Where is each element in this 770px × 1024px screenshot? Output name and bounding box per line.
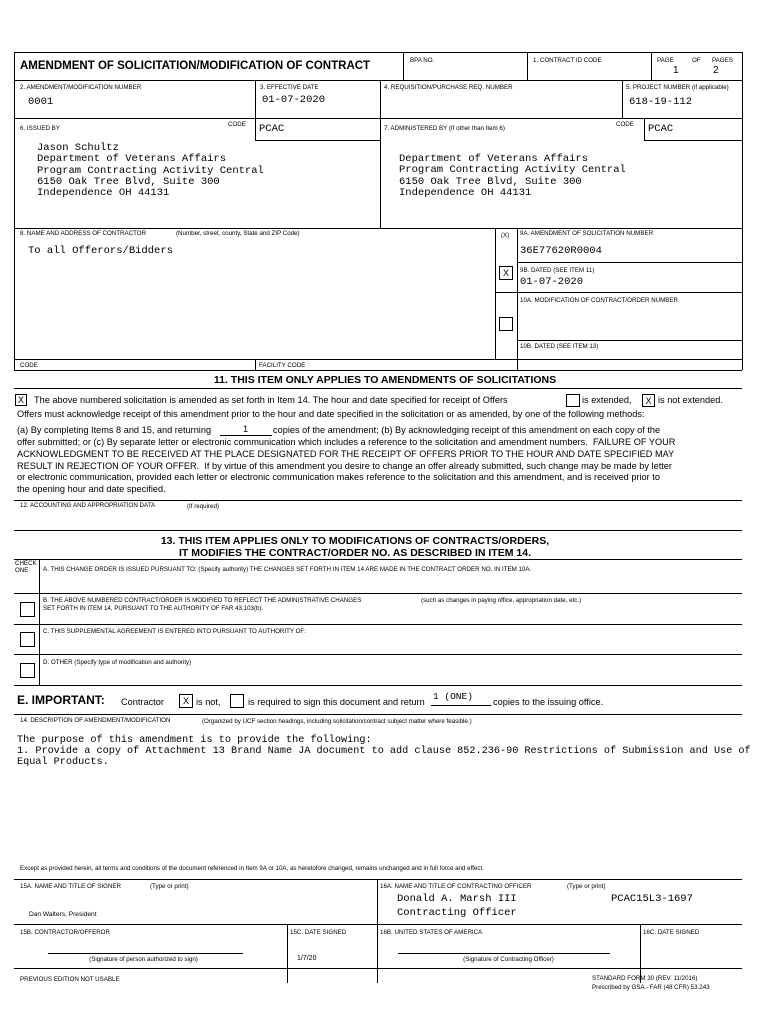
rule [14, 968, 742, 969]
rule [255, 140, 380, 141]
item11-title: 11. THIS ITEM ONLY APPLIES TO AMENDMENTS OF SOLICITATIONS [213, 374, 557, 386]
rule [14, 359, 742, 360]
rule [380, 118, 381, 228]
sig-person-label: (Signature of person authorized to sign) [89, 956, 198, 963]
item9b-value: 01-07-2020 [520, 276, 584, 288]
rule [14, 388, 742, 389]
rule [14, 624, 742, 625]
required-checkbox[interactable] [230, 694, 244, 708]
item15c-label: 15C. DATE SIGNED [290, 929, 347, 936]
item16b-label: 16B. UNITED STATES OF AMERICA [380, 929, 483, 936]
issued-code-value: PCAC [259, 123, 285, 135]
contractor-label: 8. NAME AND ADDRESS OF CONTRACTOR [20, 230, 147, 237]
effective-date-label: 3. EFFECTIVE DATE [260, 84, 319, 91]
contractor-value: To all Offerors/Bidders [28, 245, 173, 257]
is-not-label: is not, [196, 697, 221, 707]
item13-d: D. OTHER (Specify type of modification and authority) [43, 659, 192, 666]
item11-copies: 1 [243, 424, 249, 434]
item11-line2: Offers must acknowledge receipt of this amendment prior to the hour and date specified in the solicitation or as amended, by one of the following methods: [17, 409, 645, 419]
rule [255, 80, 256, 118]
pages-label: PAGES [712, 57, 733, 64]
item11-checkbox[interactable]: X [15, 394, 27, 406]
rule [14, 52, 15, 370]
not-extended-checkbox[interactable]: X [642, 394, 655, 407]
rule [14, 879, 742, 880]
page-value: 1 [673, 65, 679, 76]
previous-edition: PREVIOUS EDITION NOT USABLE [20, 976, 120, 983]
copies-value: 1 (ONE) [433, 691, 473, 702]
rule [495, 228, 496, 359]
sig-officer-label: (Signature of Contracting Officer) [463, 956, 554, 963]
code-bottom-label: CODE [20, 362, 38, 369]
item16c-label: 16C. DATE SIGNED [643, 929, 700, 936]
important-label: E. IMPORTANT: [17, 693, 105, 707]
extended-checkbox[interactable] [566, 394, 580, 407]
item15b-label: 15B. CONTRACTOR/OFFEROR [20, 929, 110, 936]
item9a-label: 9A. AMENDMENT OF SOLICITATION NUMBER [520, 230, 654, 237]
item13-title-1: 13. THIS ITEM APPLIES ONLY TO MODIFICATIONS OF CONTRACTS/ORDERS, [160, 535, 550, 547]
item14-hint: (Organized by UCF section headings, including solicitation/contract subject matter where feasible.) [202, 718, 472, 725]
item14-text: The purpose of this amendment is to provide the following: 1. Provide a copy of Attachment 13 Brand Name JA document to add clause 852.236-90 Restrictions of Submission and Use of Equal Products. [17, 735, 751, 769]
page-label: PAGE [657, 57, 674, 64]
rule [14, 714, 742, 715]
date-signed-value: 1/7/20 [297, 955, 317, 962]
rule [14, 370, 742, 371]
administered-address: Department of Veterans Affairs Program Contracting Activity Central 6150 Oak Tree Blvd, Suite 300 Independence OH 44131 [399, 153, 626, 199]
officer-name: Donald A. Marsh III [397, 893, 517, 905]
item15a-label: 15A. NAME AND TITLE OF SIGNER [20, 883, 121, 890]
rule [651, 52, 652, 80]
contractor-hint: (Number, street, county, State and ZIP Code) [176, 230, 300, 237]
item12-hint: (If required) [187, 503, 219, 510]
pages-value: 2 [713, 65, 719, 76]
rule [287, 924, 288, 983]
rule [14, 559, 742, 560]
rule [14, 80, 742, 81]
form-title: AMENDMENT OF SOLICITATION/MODIFICATION OF CONTRACT [20, 60, 371, 72]
item13-b-checkbox[interactable] [20, 602, 35, 617]
item13-a: A. THIS CHANGE ORDER IS ISSUED PURSUANT TO: (Specify authority) THE CHANGES SET FORTH IN ITEM 14 ARE MADE IN THE CONTRACT ORDER NO. IN ITEM 10A. [43, 566, 532, 573]
rule [14, 530, 742, 531]
rule [644, 140, 742, 141]
rule [622, 80, 623, 118]
rule [403, 52, 404, 80]
rule [14, 500, 742, 501]
rule [517, 228, 518, 370]
item10b-label: 10B. DATED (SEE ITEM 13) [520, 343, 599, 350]
item13-b2: SET FORTH IN ITEM 14, PURSUANT TO THE AUTHORITY OF FAR 43.103(b). [43, 605, 264, 612]
rule [644, 118, 645, 140]
rule [255, 359, 256, 370]
copies-post: copies to the issuing office. [493, 697, 604, 707]
officer-code: PCAC15L3-1697 [611, 893, 693, 905]
item10a-label: 10A. MODIFICATION OF CONTRACT/ORDER NUMBER [520, 297, 679, 304]
item9b-label: 9B. DATED (SEE ITEM 11) [520, 267, 595, 274]
item14-label: 14. DESCRIPTION OF AMENDMENT/MODIFICATION [20, 717, 171, 724]
facility-code-label: FACILITY CODE [259, 362, 306, 369]
effective-date-value: 01-07-2020 [262, 94, 326, 106]
x-column-label: (X) [501, 232, 510, 239]
issued-by-label: 6. ISSUED BY [20, 125, 60, 132]
except-text: Except as provided herein, all terms and conditions of the document referenced in Item 9A or 10A, as heretofore changed, remains unchanged and in full force and effect. [20, 865, 484, 872]
officer-title: Contracting Officer [397, 907, 517, 919]
rule [742, 52, 743, 370]
rule [517, 340, 742, 341]
check-one-label: CHECK ONE [15, 560, 37, 574]
item13-b-hint: (such as changes in paying office, appropriation date, etc.) [421, 597, 582, 604]
administered-code-label: CODE [616, 121, 634, 128]
rule [495, 292, 742, 293]
rule [14, 593, 742, 594]
requisition-label: 4. REQUISITION/PURCHASE REQ. NUMBER [384, 84, 513, 91]
rule [14, 118, 742, 119]
project-no-label: 5. PROJECT NUMBER (if applicable) [626, 84, 729, 91]
rule [14, 924, 742, 925]
contractor-signature-line[interactable] [48, 953, 243, 954]
item11-rest: offer submitted; or (c) By separate letter or electronic communication which includes a reference to the solicitation and amendment numbers. FAILURE OF YOUR ACKNOWLEDGMENT TO BE RECEIVED AT THE PLACE DESIGNATED FOR THE RECEIPT OF OFFERS PRIOR TO THE HOUR AND DATE SPECIFIED MAY RESULT IN REJECTION OF YOUR OFFER. If by virtue of this amendment you desire to change an offer already submitted, such change may be made by letter or electronic communication, provided each letter or electronic communication makes reference to the solicitation and this amendment, and is received prior to the opening hour and date specified. [17, 437, 676, 495]
administered-label: 7. ADMINISTERED BY (If other than Item 6) [384, 125, 505, 132]
amendment-no-value: 0001 [28, 96, 54, 108]
standard-form-label: STANDARD FORM 30 (REV. 11/2016) [592, 975, 698, 982]
contractor-word: Contractor [121, 697, 164, 707]
amendment-no-label: 2. AMENDMENT/MODIFICATION NUMBER [20, 84, 142, 91]
item13-d-checkbox[interactable] [20, 663, 35, 678]
of-label: OF [692, 57, 701, 64]
item15a-type: (Type or print) [150, 883, 189, 890]
item12-label: 12. ACCOUNTING AND APPROPRIATION DATA [20, 502, 156, 509]
issued-by-address: Jason Schultz Department of Veterans Affairs Program Contracting Activity Central 6150 Oak Tree Blvd, Suite 300 Independence OH 44131 [37, 142, 264, 200]
item16a-type: (Type or print) [567, 883, 606, 890]
item13-c: C. THIS SUPPLEMENTAL AGREEMENT IS ENTERED INTO PURSUANT TO AUTHORITY OF: [43, 628, 306, 635]
administered-code-value: PCAC [648, 123, 674, 135]
item11-line1: The above numbered solicitation is amended as set forth in Item 14. The hour and date specified for receipt of Offers [34, 395, 508, 405]
is-required-label: is required to sign this document and return [248, 697, 425, 707]
officer-signature-line[interactable] [398, 953, 610, 954]
contract-id-label: 1. CONTRACT ID CODE [533, 57, 602, 64]
rule [14, 654, 742, 655]
rule [14, 52, 742, 53]
item13-b: B. THE ABOVE NUMBERED CONTRACT/ORDER IS MODIFIED TO REFLECT THE ADMINISTRATIVE CHANGES [43, 597, 362, 604]
rule [527, 52, 528, 80]
item9a-value: 36E77620R0004 [520, 245, 602, 257]
rule [39, 559, 40, 685]
rule [517, 262, 742, 263]
issued-code-label: CODE [228, 121, 246, 128]
rule [380, 80, 381, 118]
is-extended-label: is extended, [582, 395, 632, 405]
item16a-label: 16A. NAME AND TITLE OF CONTRACTING OFFICER [380, 883, 532, 890]
item9-checkbox[interactable]: X [499, 266, 513, 280]
rule [431, 705, 491, 706]
item11-a-pre: (a) By completing Items 8 and 15, and returning [17, 425, 212, 435]
not-required-checkbox[interactable]: X [179, 694, 193, 708]
bpa-label: BPA NO. [410, 57, 435, 64]
rule [14, 685, 742, 686]
rule [220, 435, 272, 436]
rule [14, 228, 742, 229]
project-no-value: 618-19-112 [629, 96, 693, 108]
signer-name: Dan Walters, President [29, 911, 97, 918]
is-not-extended-label: is not extended. [658, 395, 723, 405]
item13-title-2: IT MODIFIES THE CONTRACT/ORDER NO. AS DESCRIBED IN ITEM 14. [179, 547, 531, 559]
item11-a-post: copies of the amendment; (b) By acknowledging receipt of this amendment on each copy of the [273, 425, 661, 435]
item13-c-checkbox[interactable] [20, 632, 35, 647]
item10-checkbox[interactable] [499, 317, 513, 331]
rule [255, 118, 256, 140]
prescribed-label: Prescribed by GSA - FAR (48 CFR) 53.243 [592, 984, 710, 991]
